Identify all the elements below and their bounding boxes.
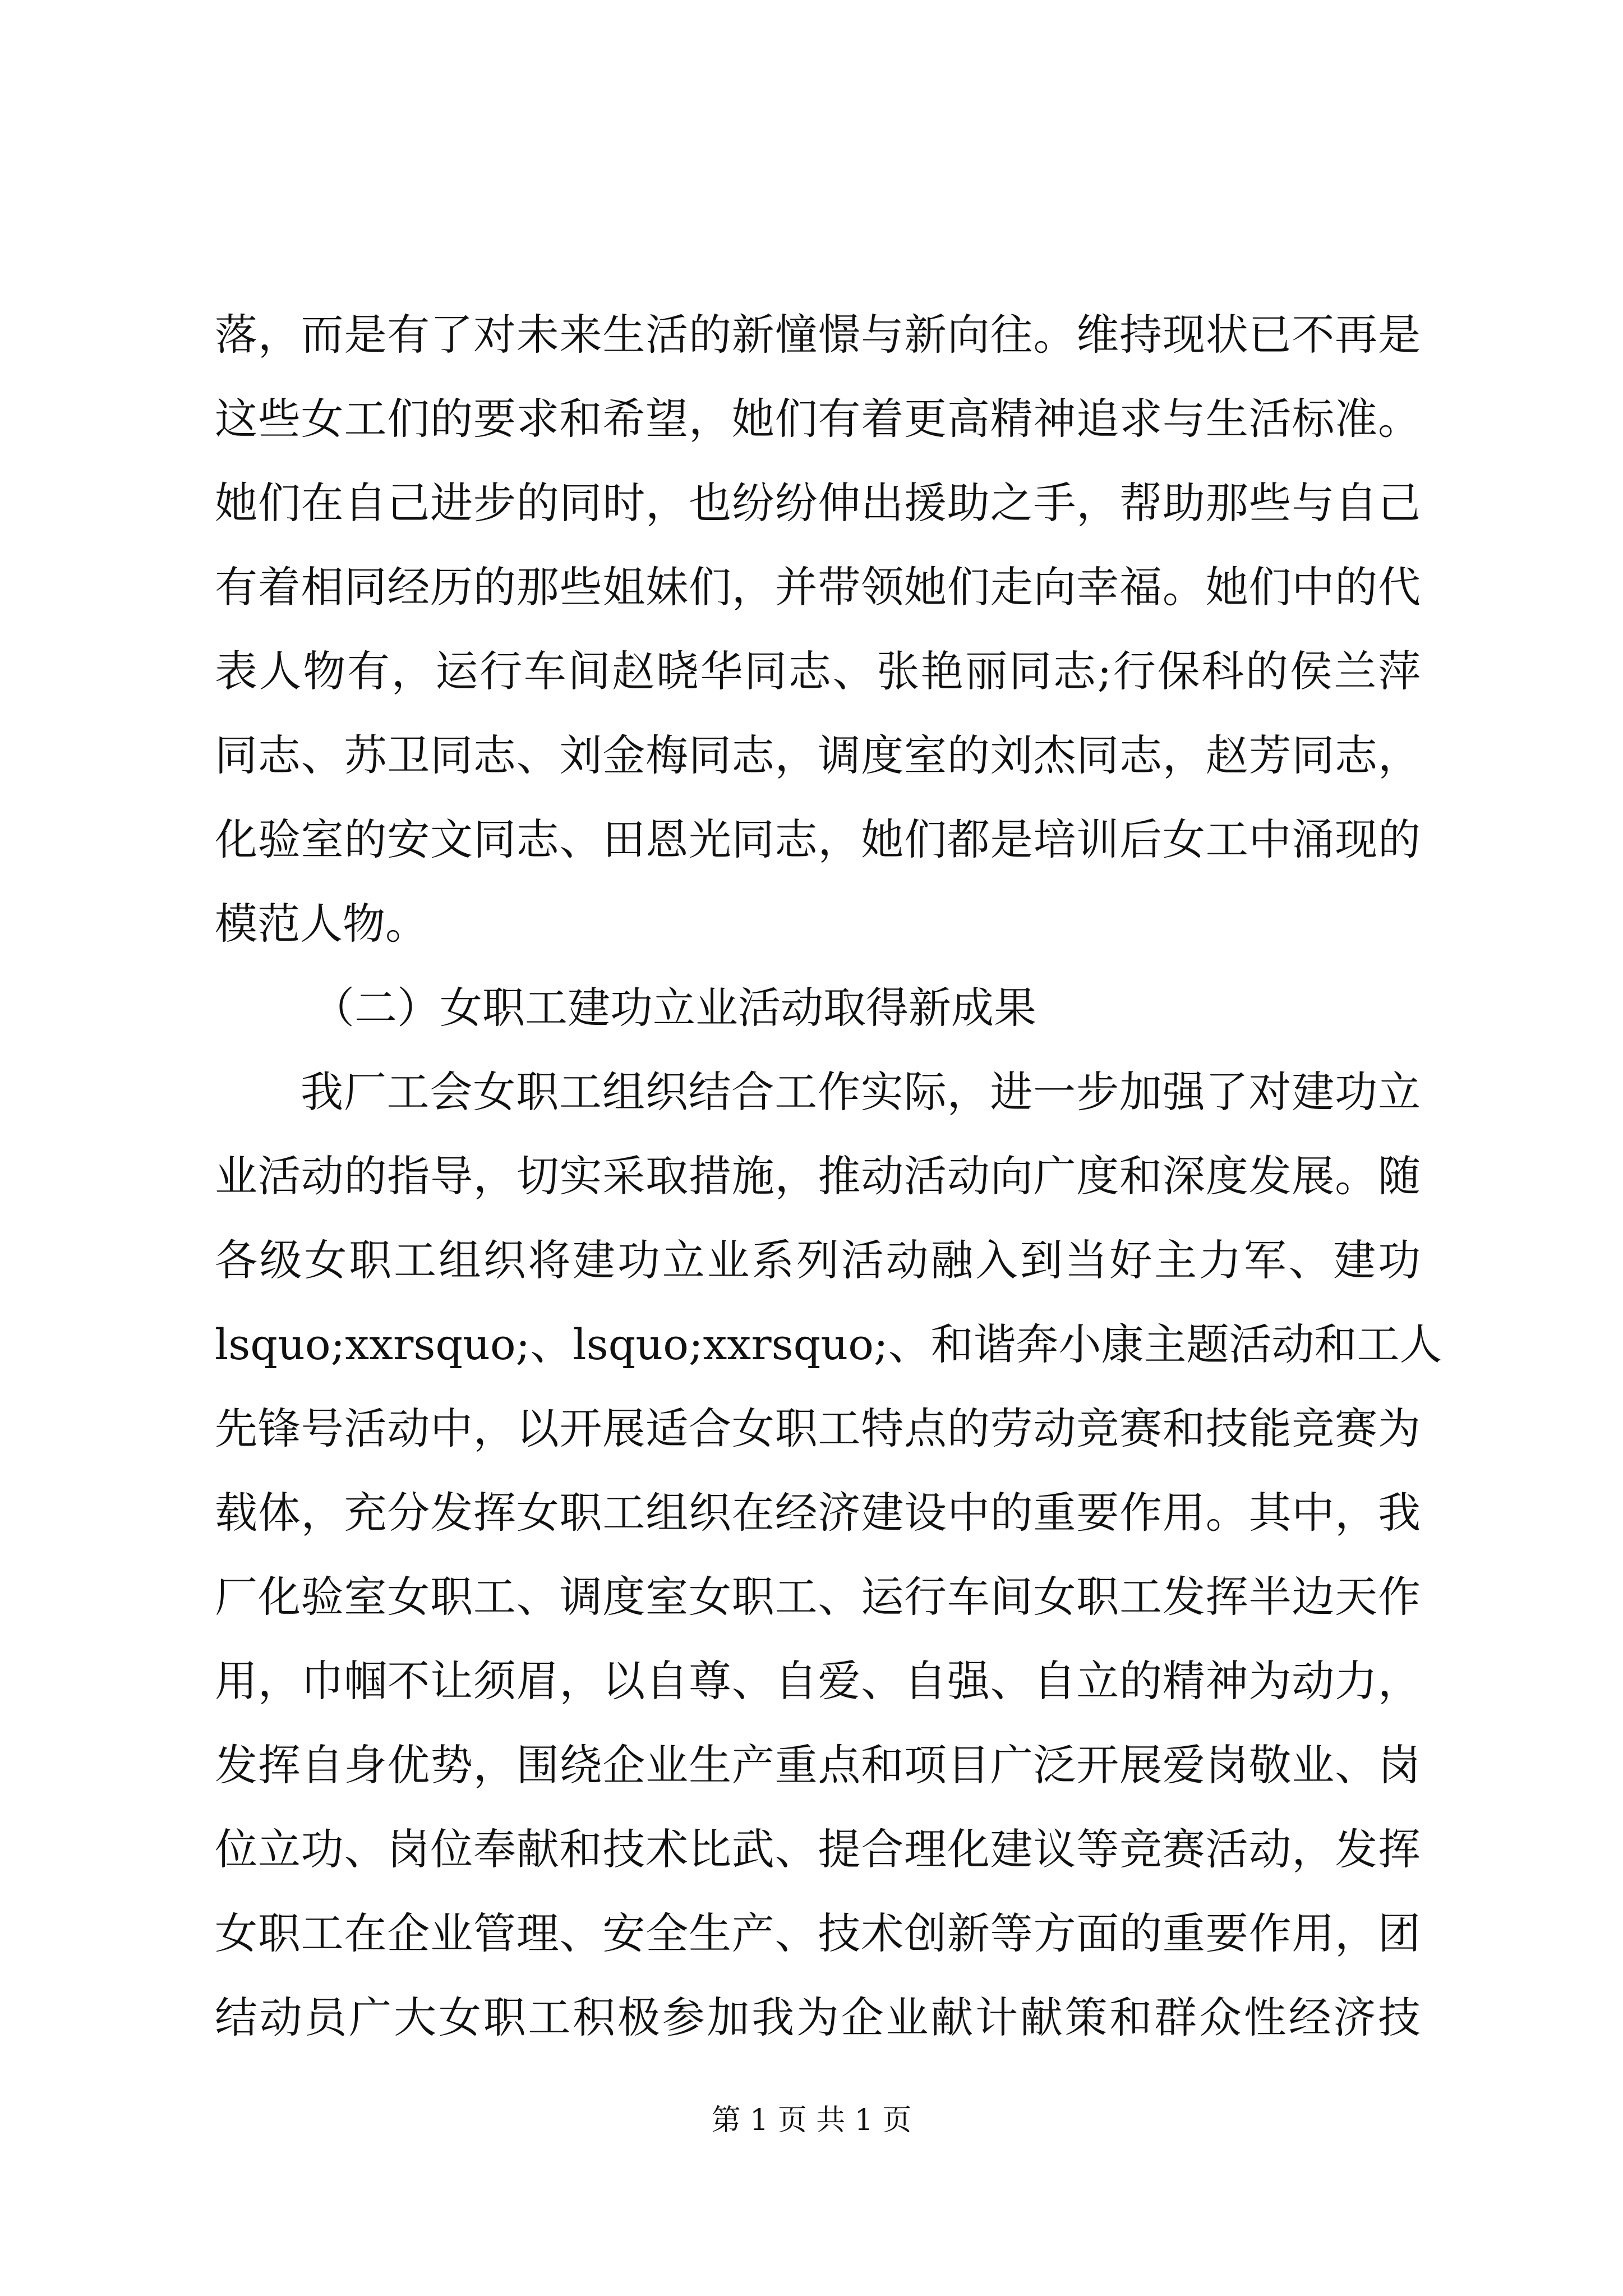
body-text-line: 化验室的安文同志、田恩光同志，她们都是培训后女工中涌现的	[215, 815, 1421, 864]
body-text-line: 同志、苏卫同志、刘金梅同志，调度室的刘杰同志，赵芳同志，	[215, 730, 1421, 780]
page-number-footer: 第 1 页 共 1 页	[711, 2104, 912, 2137]
body-text-line: lsquo;xxrsquo;、lsquo;xxrsquo;、和谐奔小康主题活动和工人	[215, 1319, 1442, 1369]
section-heading: （二）女职工建功立业活动取得新成果	[312, 983, 1036, 1033]
body-text-line: 她们在自己进步的同时，也纷纷伸出援助之手，帮助那些与自己	[215, 478, 1421, 528]
body-text-line: 用，巾帼不让须眉，以自尊、自爱、自强、自立的精神为动力，	[215, 1656, 1421, 1706]
body-text-line: 位立功、岗位奉献和技术比武、提合理化建议等竞赛活动，发挥	[215, 1824, 1421, 1874]
body-text-line: 有着相同经历的那些姐妹们，并带领她们走向幸福。她们中的代	[215, 562, 1421, 612]
body-text-line: 这些女工们的要求和希望，她们有着更高精神追求与生活标准。	[215, 394, 1421, 444]
body-text-line: 各级女职工组织将建功立业系列活动融入到当好主力军、建功	[215, 1235, 1421, 1285]
body-text-line: 模范人物。	[215, 899, 428, 949]
body-text-line: 业活动的指导，切实采取措施，推动活动向广度和深度发展。随	[215, 1151, 1421, 1201]
body-text-line: 厂化验室女职工、调度室女职工、运行车间女职工发挥半边天作	[215, 1572, 1421, 1622]
body-text-line: 载体，充分发挥女职工组织在经济建设中的重要作用。其中，我	[215, 1488, 1421, 1538]
body-text-line: 发挥自身优势，围绕企业生产重点和项目广泛开展爱岗敬业、岗	[215, 1740, 1421, 1790]
body-text-line: 结动员广大女职工积极参加我为企业献计献策和群众性经济技	[215, 1993, 1421, 2042]
body-text-line: 先锋号活动中，以开展适合女职工特点的劳动竞赛和技能竞赛为	[215, 1404, 1421, 1453]
paragraph-first-line: 我厂工会女职工组织结合工作实际，进一步加强了对建功立	[301, 1067, 1421, 1117]
body-text-line: 表人物有，运行车间赵晓华同志、张艳丽同志;行保科的侯兰萍	[215, 646, 1421, 696]
body-text-line: 女职工在企业管理、安全生产、技术创新等方面的重要作用，团	[215, 1908, 1421, 1958]
body-text-line: 落，而是有了对未来生活的新憧憬与新向往。维持现状已不再是	[215, 310, 1421, 360]
